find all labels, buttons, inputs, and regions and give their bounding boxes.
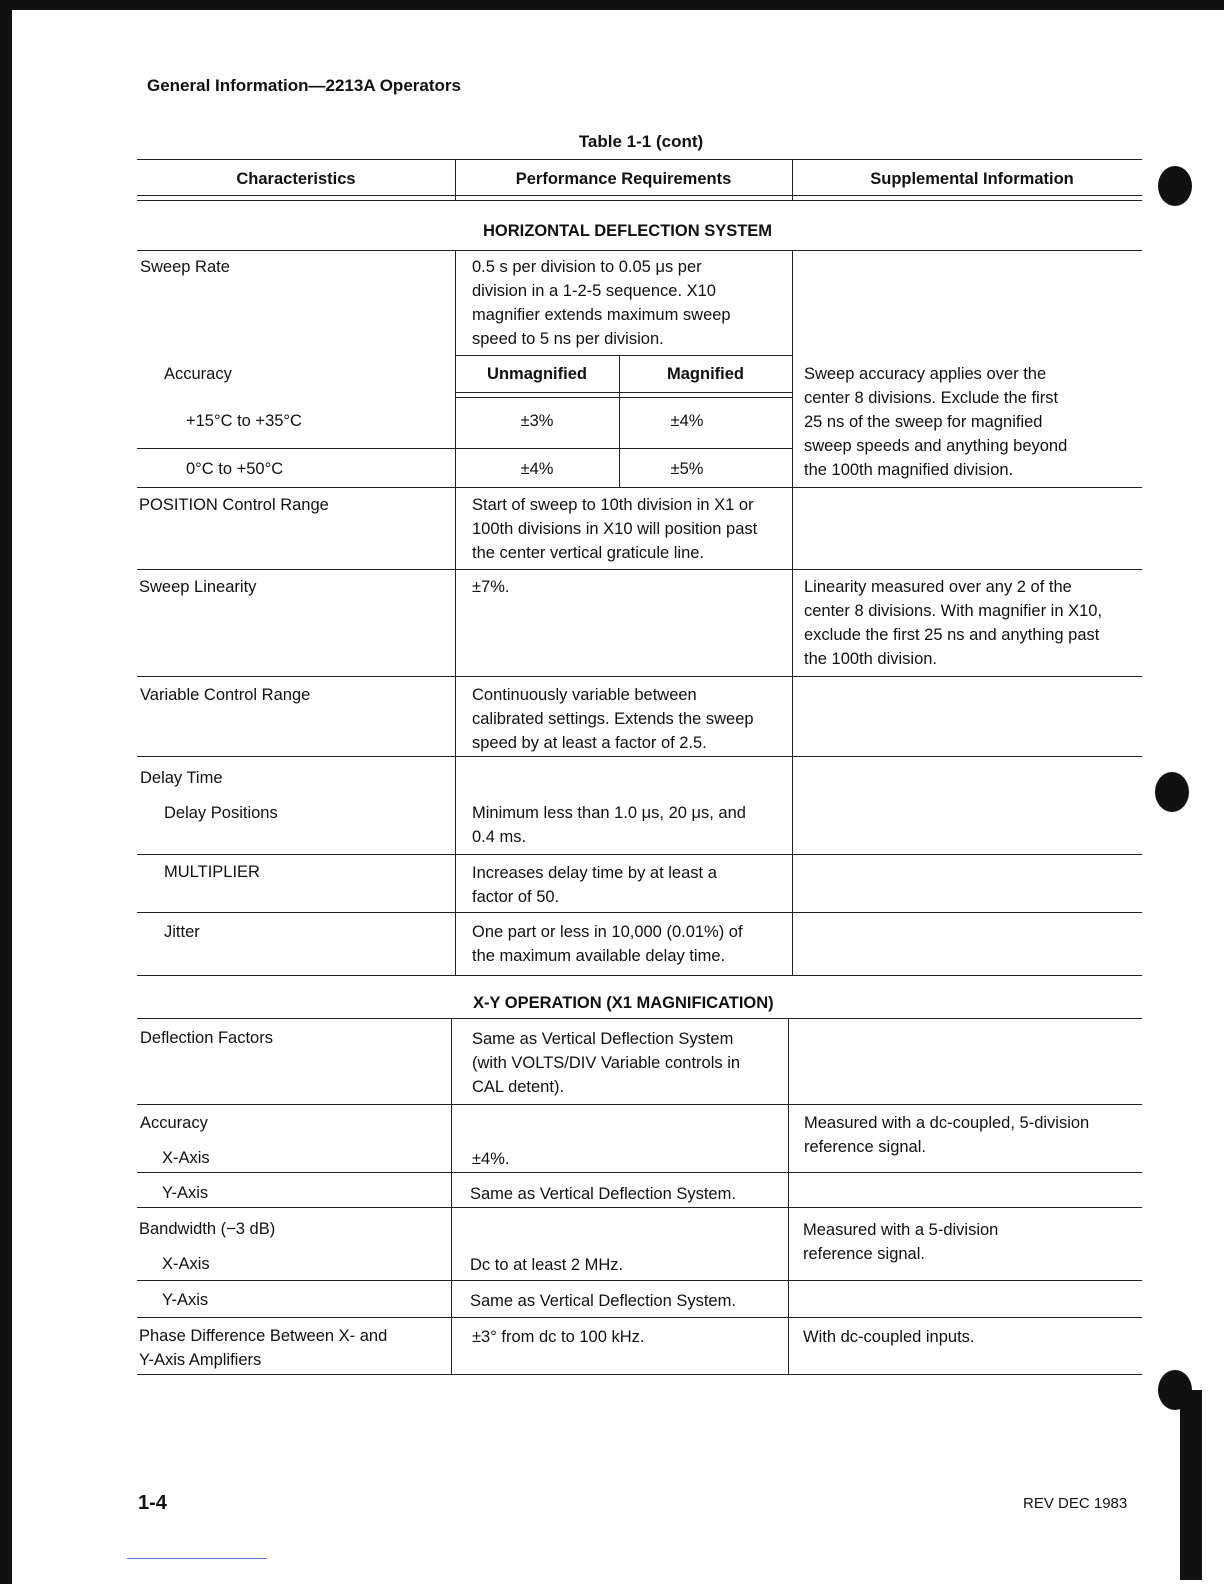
- supp-text: With dc-coupled inputs.: [803, 1328, 975, 1346]
- rule: [137, 912, 1142, 913]
- binder-hole-1: [1158, 166, 1192, 206]
- value-unmagnified: ±3%: [520, 412, 554, 430]
- row-label-x-axis: X-Axis: [162, 1149, 210, 1167]
- section-heading-horizontal: HORIZONTAL DEFLECTION SYSTEM: [483, 222, 773, 240]
- supp-text: Measured with a 5-division: [803, 1221, 999, 1239]
- perf-text: 0.5 s per division to 0.05 μs per: [472, 258, 702, 276]
- perf-text: division in a 1-2-5 sequence. X10: [472, 282, 716, 300]
- rule: [792, 250, 793, 975]
- rule: [455, 392, 792, 393]
- rule: [137, 756, 1142, 757]
- perf-text: 100th divisions in X10 will position past: [472, 520, 758, 538]
- supp-text: the 100th division.: [804, 650, 938, 668]
- perf-text: the maximum available delay time.: [472, 947, 726, 965]
- perf-text: Dc to at least 2 MHz.: [470, 1256, 624, 1274]
- supp-text: Sweep accuracy applies over the: [804, 365, 1047, 383]
- rule: [137, 1104, 1142, 1105]
- perf-text: ±7%.: [472, 578, 510, 596]
- row-label-bandwidth: Bandwidth (−3 dB): [139, 1220, 276, 1238]
- perf-text: Increases delay time by at least a: [472, 864, 717, 882]
- perf-text: the center vertical graticule line.: [472, 544, 705, 562]
- row-label-xy-accuracy: Accuracy: [140, 1114, 208, 1132]
- perf-text: ±4%.: [472, 1150, 510, 1168]
- rule: [137, 1018, 1142, 1019]
- scan-right-edge: [1180, 1390, 1202, 1580]
- row-label-multiplier: MULTIPLIER: [164, 863, 260, 881]
- value-magnified: ±4%: [670, 412, 704, 430]
- rule: [137, 676, 1142, 677]
- row-label-temp-0-50: 0°C to +50°C: [186, 460, 284, 478]
- perf-text: speed to 5 ns per division.: [472, 330, 664, 348]
- perf-text: Same as Vertical Deflection System.: [470, 1292, 736, 1310]
- column-header-characteristics: Characteristics: [236, 170, 356, 188]
- perf-text: magnifier extends maximum sweep: [472, 306, 731, 324]
- rule: [451, 1018, 452, 1374]
- supp-text: center 8 divisions. With magnifier in X10,: [804, 602, 1103, 620]
- supp-text: reference signal.: [804, 1138, 926, 1156]
- row-label-jitter: Jitter: [164, 923, 200, 941]
- rule: [788, 1018, 789, 1374]
- perf-text: Continuously variable between: [472, 686, 697, 704]
- scan-top-edge: [0, 0, 1224, 10]
- perf-text: Minimum less than 1.0 μs, 20 μs, and: [472, 804, 746, 822]
- rule: [137, 195, 1142, 196]
- binder-hole-3: [1158, 1370, 1192, 1410]
- value-magnified: ±5%: [670, 460, 704, 478]
- supp-text: Measured with a dc-coupled, 5-division: [804, 1114, 1090, 1132]
- perf-text: factor of 50.: [472, 888, 560, 906]
- rule: [455, 397, 792, 398]
- rule: [455, 250, 456, 975]
- perf-text: Same as Vertical Deflection System.: [470, 1185, 736, 1203]
- value-unmagnified: ±4%: [520, 460, 554, 478]
- rule: [137, 1207, 1142, 1208]
- rule: [137, 1374, 1142, 1375]
- row-label-phase-difference: Y-Axis Amplifiers: [139, 1351, 262, 1369]
- supp-text: the 100th magnified division.: [804, 461, 1014, 479]
- scan-artifact-line: [127, 1558, 267, 1559]
- row-label-position: POSITION Control Range: [139, 496, 329, 514]
- perf-text: 0.4 ms.: [472, 828, 527, 846]
- rule: [137, 1172, 1142, 1173]
- perf-text: Same as Vertical Deflection System: [472, 1030, 734, 1048]
- perf-text: ±3° from dc to 100 kHz.: [472, 1328, 645, 1346]
- perf-text: (with VOLTS/DIV Variable controls in: [472, 1054, 741, 1072]
- revision-date: REV DEC 1983: [1023, 1495, 1128, 1512]
- supp-text: center 8 divisions. Exclude the first: [804, 389, 1059, 407]
- rule: [137, 448, 792, 449]
- binder-hole-2: [1155, 772, 1189, 812]
- sub-header-unmagnified: Unmagnified: [487, 365, 587, 383]
- rule: [137, 200, 1142, 201]
- rule: [137, 854, 1142, 855]
- rule: [137, 975, 1142, 976]
- row-label-y-axis: Y-Axis: [162, 1184, 209, 1202]
- perf-text: Start of sweep to 10th division in X1 or: [472, 496, 754, 514]
- rule: [137, 487, 1142, 488]
- supp-text: reference signal.: [803, 1245, 925, 1263]
- page-number: 1-4: [138, 1492, 167, 1514]
- row-label-temp-15-35: +15°C to +35°C: [186, 412, 302, 430]
- row-label-x-axis: X-Axis: [162, 1255, 210, 1273]
- perf-text: One part or less in 10,000 (0.01%) of: [472, 923, 743, 941]
- running-head: General Information—2213A Operators: [147, 76, 461, 95]
- rule: [137, 1280, 1142, 1281]
- row-label-variable-control: Variable Control Range: [140, 686, 311, 704]
- row-label-sweep-linearity: Sweep Linearity: [139, 578, 257, 596]
- row-label-accuracy: Accuracy: [164, 365, 232, 383]
- perf-text: CAL detent).: [472, 1078, 565, 1096]
- row-label-phase-difference: Phase Difference Between X- and: [139, 1327, 388, 1345]
- supp-text: exclude the first 25 ns and anything past: [804, 626, 1100, 644]
- column-header-supplemental: Supplemental Information: [870, 170, 1074, 188]
- row-label-y-axis: Y-Axis: [162, 1291, 209, 1309]
- row-label-deflection-factors: Deflection Factors: [140, 1029, 273, 1047]
- section-heading-xy: X-Y OPERATION (X1 MAGNIFICATION): [473, 994, 774, 1012]
- perf-text: speed by at least a factor of 2.5.: [472, 734, 707, 752]
- supp-text: Linearity measured over any 2 of the: [804, 578, 1072, 596]
- rule: [137, 250, 1142, 251]
- table-title: Table 1-1 (cont): [578, 132, 704, 151]
- column-header-performance: Performance Requirements: [515, 170, 732, 188]
- perf-text: calibrated settings. Extends the sweep: [472, 710, 754, 728]
- scan-left-edge: [0, 0, 12, 1584]
- row-label-delay-positions: Delay Positions: [164, 804, 278, 822]
- rule: [455, 355, 792, 356]
- rule: [137, 159, 1142, 160]
- row-label-delay-time: Delay Time: [140, 769, 223, 787]
- rule: [137, 1317, 1142, 1318]
- supp-text: 25 ns of the sweep for magnified: [804, 413, 1043, 431]
- sub-header-magnified: Magnified: [667, 365, 744, 383]
- rule: [137, 569, 1142, 570]
- supp-text: sweep speeds and anything beyond: [804, 437, 1068, 455]
- row-label-sweep-rate: Sweep Rate: [140, 258, 230, 276]
